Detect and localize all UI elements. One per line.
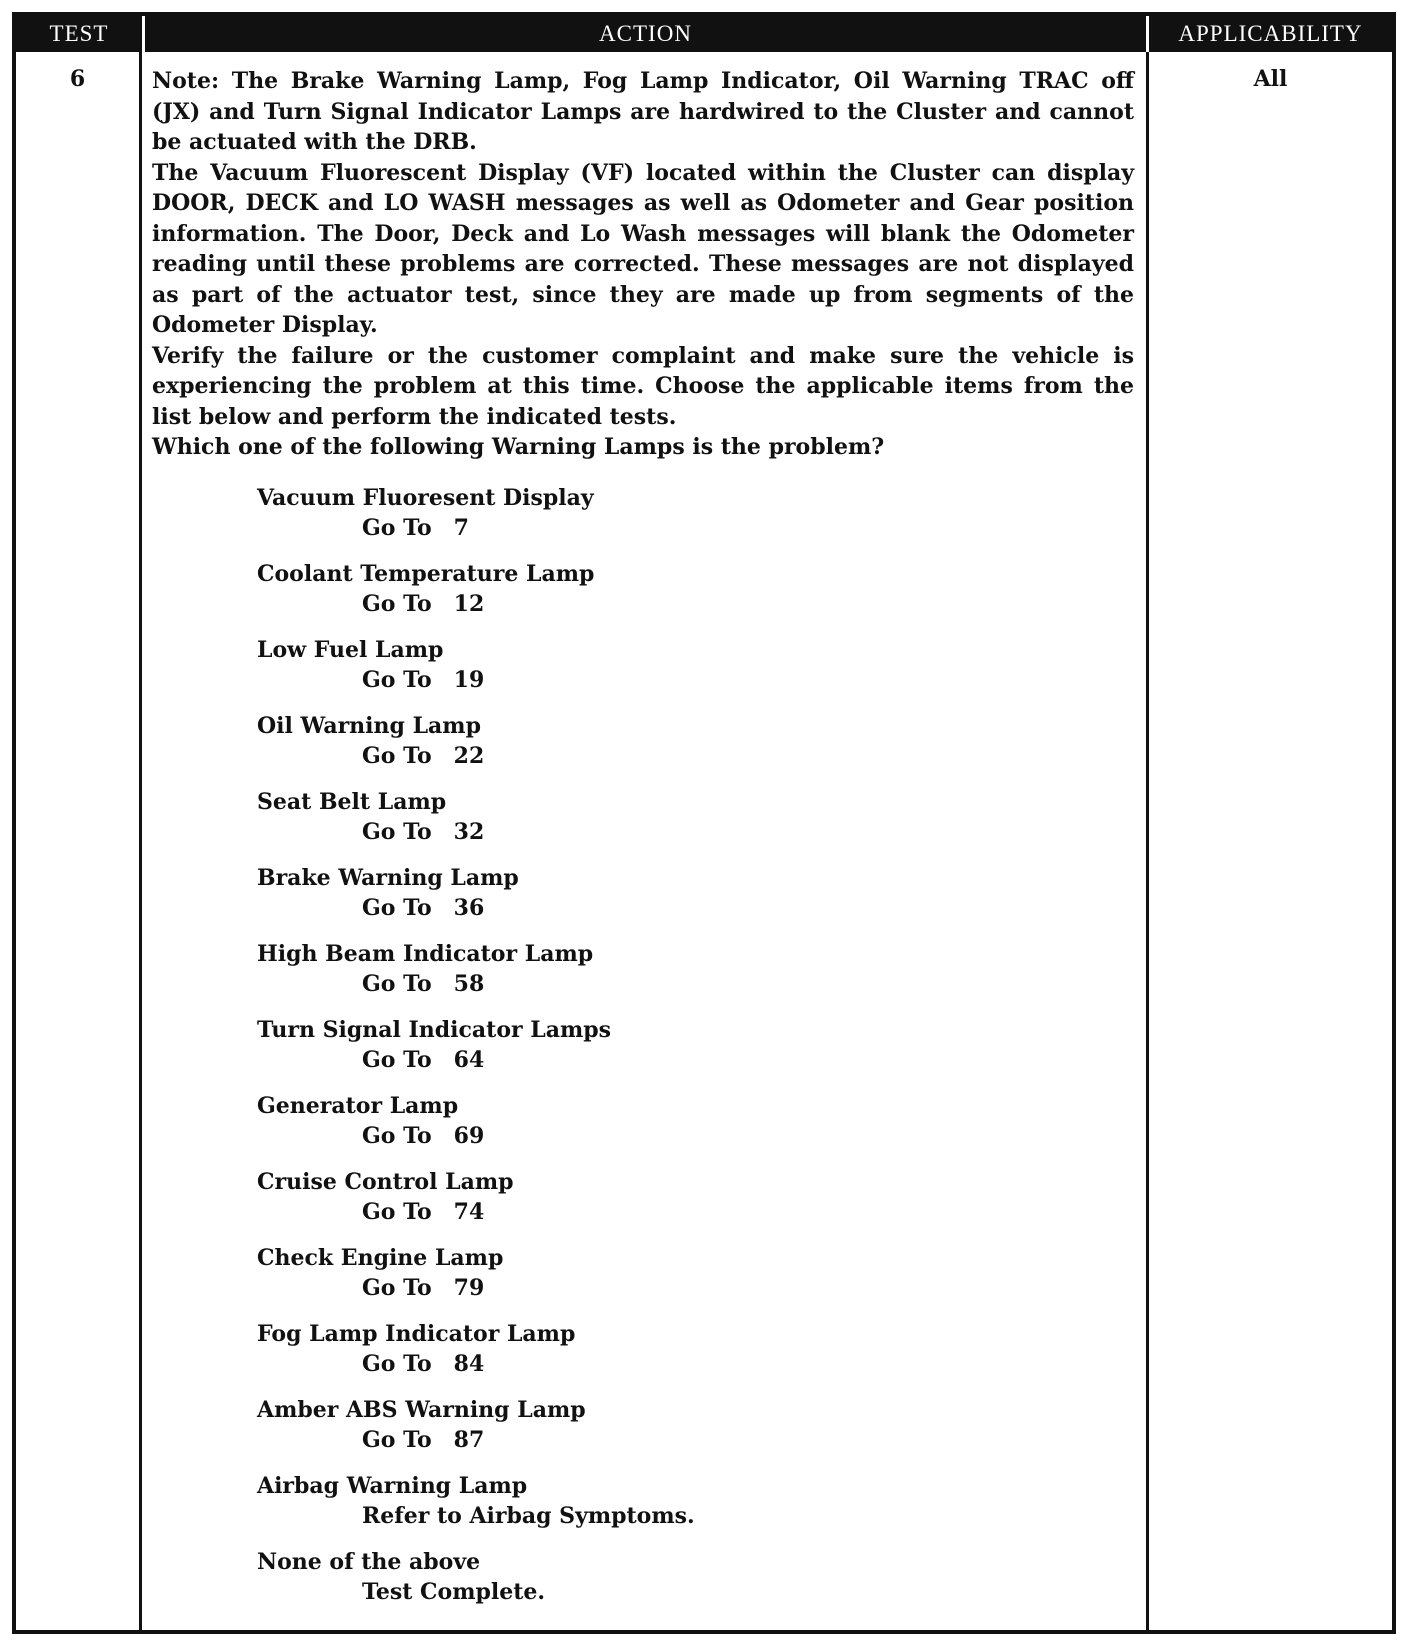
goto-target: 84: [453, 1350, 485, 1377]
option-label: Seat Belt Lamp: [257, 788, 447, 815]
goto-text: Refer to Airbag Symptoms.: [362, 1502, 695, 1529]
option-item[interactable]: [257, 787, 1146, 847]
goto-text: Go To: [362, 666, 432, 693]
goto-text: Go To: [362, 1274, 432, 1301]
action-notes: [152, 66, 1146, 463]
goto-target: 36: [453, 894, 485, 921]
goto-target: 69: [453, 1122, 485, 1149]
goto-target: 58: [453, 970, 485, 997]
note-paragraph: The Vacuum Fluorescent Display (VF) located within the Cluster can display DOOR, DECK and LO WASH messages as well as Odometer and Gear position information. The Door, Deck and Lo Wash messages will blank the Odometer reading until these problems are corrected. These messages are not displayed as part of the actuator test, since they are made up from segments of the Odometer Display.: [152, 159, 1134, 338]
option-item[interactable]: [257, 1319, 1146, 1379]
test-number: 6: [69, 66, 86, 92]
goto-text: Test Complete.: [362, 1578, 546, 1605]
option-item[interactable]: [257, 483, 1146, 543]
option-item[interactable]: [257, 1547, 1146, 1607]
goto-target: 12: [453, 590, 485, 617]
option-label: Generator Lamp: [257, 1092, 459, 1119]
option-goto: [257, 1197, 1146, 1227]
option-item[interactable]: [257, 863, 1146, 923]
option-item[interactable]: [257, 939, 1146, 999]
goto-target: 74: [453, 1198, 485, 1225]
option-goto: [257, 665, 1146, 695]
goto-target: 19: [453, 666, 485, 693]
goto-text: Go To: [362, 894, 432, 921]
goto-text: Go To: [362, 818, 432, 845]
option-label: Brake Warning Lamp: [257, 864, 519, 891]
option-item[interactable]: [257, 635, 1146, 695]
option-item[interactable]: [257, 559, 1146, 619]
goto-text: Go To: [362, 1198, 432, 1225]
header-applicability: APPLICABILITY: [1149, 16, 1392, 52]
goto-text: Go To: [362, 970, 432, 997]
option-item[interactable]: [257, 1167, 1146, 1227]
option-label: Coolant Temperature Lamp: [257, 560, 595, 587]
goto-text: Go To: [362, 1046, 432, 1073]
option-list: [152, 483, 1146, 1607]
applicability-cell: [1149, 52, 1392, 1630]
goto-target: 7: [453, 514, 469, 541]
goto-text: Go To: [362, 742, 432, 769]
goto-target: 79: [453, 1274, 485, 1301]
goto-text: Go To: [362, 1350, 432, 1377]
action-cell: [142, 52, 1149, 1630]
option-goto: [257, 1349, 1146, 1379]
goto-text: Go To: [362, 590, 432, 617]
option-label: None of the above: [257, 1548, 481, 1575]
option-item[interactable]: [257, 1471, 1146, 1531]
option-label: Amber ABS Warning Lamp: [257, 1396, 586, 1423]
option-label: Oil Warning Lamp: [257, 712, 481, 739]
note-paragraph: Note: The Brake Warning Lamp, Fog Lamp Indicator, Oil Warning TRAC off (JX) and Turn Signal Indicator Lamps are hardwired to the Cluster and cannot be actuated with the DRB.: [152, 68, 1134, 155]
option-goto: [257, 513, 1146, 543]
option-label: Cruise Control Lamp: [257, 1168, 514, 1195]
goto-text: Go To: [362, 1426, 432, 1453]
option-item[interactable]: [257, 1091, 1146, 1151]
question-text: Which one of the following Warning Lamps is the problem?: [152, 434, 885, 460]
option-goto: [257, 1425, 1146, 1455]
option-goto: [257, 969, 1146, 999]
option-goto: [257, 741, 1146, 771]
option-goto: [257, 1045, 1146, 1075]
option-goto: [257, 1577, 1146, 1607]
option-label: Low Fuel Lamp: [257, 636, 444, 663]
goto-text: Go To: [362, 1122, 432, 1149]
option-item[interactable]: [257, 1395, 1146, 1455]
header-test: TEST: [16, 16, 142, 52]
goto-target: 87: [453, 1426, 485, 1453]
option-goto: [257, 1273, 1146, 1303]
option-item[interactable]: [257, 1015, 1146, 1075]
option-goto: [257, 817, 1146, 847]
option-label: Airbag Warning Lamp: [257, 1472, 528, 1499]
test-number-cell: [16, 52, 142, 1630]
option-label: Turn Signal Indicator Lamps: [257, 1016, 612, 1043]
option-label: Fog Lamp Indicator Lamp: [257, 1320, 576, 1347]
option-label: Check Engine Lamp: [257, 1244, 504, 1271]
option-label: High Beam Indicator Lamp: [257, 940, 594, 967]
note-paragraph: Verify the failure or the customer complaint and make sure the vehicle is experiencing the problem at this time. Choose the applicable items from the list below and perform the indicated tests.: [152, 342, 1134, 430]
option-goto: [257, 893, 1146, 923]
option-label: Vacuum Fluoresent Display: [257, 484, 594, 511]
option-item[interactable]: [257, 1243, 1146, 1303]
goto-target: 32: [453, 818, 485, 845]
applicability-value: All: [1253, 66, 1288, 92]
option-goto: [257, 589, 1146, 619]
goto-target: 22: [453, 742, 485, 769]
goto-target: 64: [453, 1046, 485, 1073]
option-goto: [257, 1121, 1146, 1151]
diagnostic-table: [12, 12, 1396, 1634]
goto-text: Go To: [362, 514, 432, 541]
option-item[interactable]: [257, 711, 1146, 771]
header-action: ACTION: [142, 16, 1149, 52]
option-goto: [257, 1501, 1146, 1531]
